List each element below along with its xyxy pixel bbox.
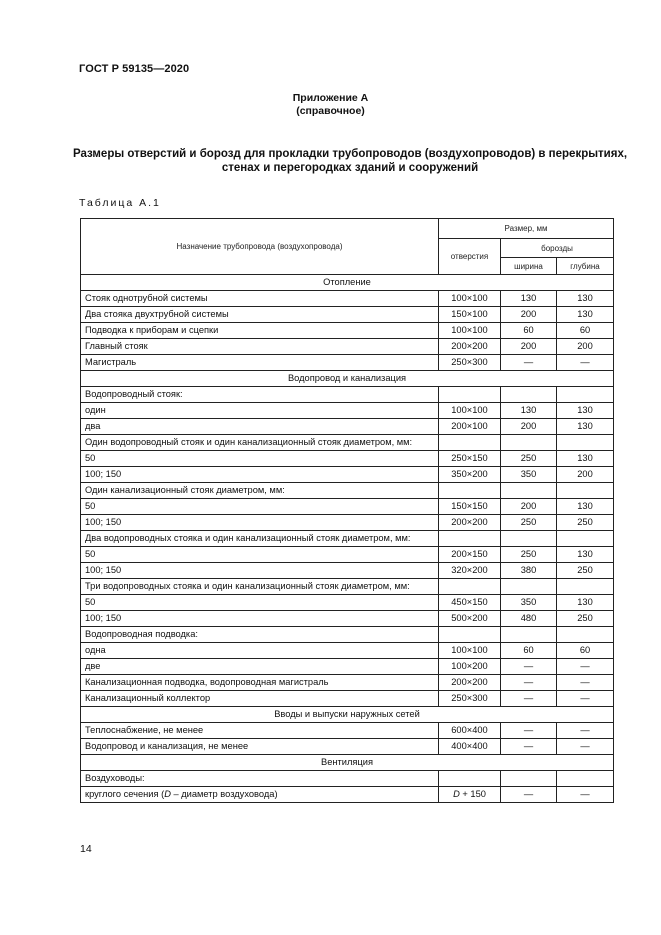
row-label: круглого сечения (D – диаметр воздуховода) <box>81 787 439 803</box>
groove-depth: — <box>557 739 614 755</box>
row-label: Два стояка двухтрубной системы <box>81 307 439 323</box>
table-row <box>81 691 614 707</box>
row-label: одна <box>81 643 439 659</box>
table-row <box>81 595 614 611</box>
table-row <box>81 787 614 803</box>
groove-width: — <box>501 739 557 755</box>
groove-depth: 60 <box>557 323 614 339</box>
groove-width: 250 <box>501 515 557 531</box>
section-title: Вентиляция <box>81 755 614 771</box>
groove-width: — <box>501 659 557 675</box>
groove-width: — <box>501 723 557 739</box>
row-label: две <box>81 659 439 675</box>
groove-width <box>501 579 557 595</box>
row-label: Подводка к приборам и сцепки <box>81 323 439 339</box>
groove-width: 250 <box>501 451 557 467</box>
header-purpose: Назначение трубопровода (воздухопровода) <box>81 219 439 275</box>
header-depth: глубина <box>557 258 614 275</box>
row-label: Водопровод и канализация, не менее <box>81 739 439 755</box>
groove-depth <box>557 387 614 403</box>
table-row <box>81 419 614 435</box>
groove-depth: — <box>557 659 614 675</box>
row-label: 50 <box>81 595 439 611</box>
table-row <box>81 563 614 579</box>
table-row <box>81 611 614 627</box>
hole-size: 500×200 <box>439 611 501 627</box>
table-row <box>81 291 614 307</box>
hole-size: 320×200 <box>439 563 501 579</box>
hole-size: 600×400 <box>439 723 501 739</box>
row-label: Канализационная подводка, водопроводная магистраль <box>81 675 439 691</box>
table-label: Таблица А.1 <box>79 197 161 209</box>
annex-subtitle: (справочное) <box>296 105 365 117</box>
groove-width: 250 <box>501 547 557 563</box>
table-row <box>81 547 614 563</box>
groove-depth <box>557 483 614 499</box>
row-label: один <box>81 403 439 419</box>
groove-width: 130 <box>501 291 557 307</box>
hole-size: 250×150 <box>439 451 501 467</box>
groove-depth: — <box>557 355 614 371</box>
row-label: Водопроводный стояк: <box>81 387 439 403</box>
groove-width: 350 <box>501 595 557 611</box>
row-label: Один канализационный стояк диаметром, мм: <box>81 483 439 499</box>
groove-depth: — <box>557 675 614 691</box>
table-row <box>81 739 614 755</box>
row-label: 100; 150 <box>81 611 439 627</box>
groove-depth: — <box>557 723 614 739</box>
hole-size: 200×100 <box>439 419 501 435</box>
header-grooves: борозды <box>501 239 614 258</box>
groove-depth: 250 <box>557 515 614 531</box>
groove-depth: 130 <box>557 451 614 467</box>
row-label: 50 <box>81 547 439 563</box>
section-title: Водопровод и канализация <box>81 371 614 387</box>
hole-size: 400×400 <box>439 739 501 755</box>
row-label: Воздуховоды: <box>81 771 439 787</box>
groove-width: 130 <box>501 403 557 419</box>
groove-depth: 130 <box>557 291 614 307</box>
hole-size: 200×200 <box>439 339 501 355</box>
groove-width: 60 <box>501 323 557 339</box>
groove-depth: 250 <box>557 611 614 627</box>
groove-depth <box>557 627 614 643</box>
row-label: 100; 150 <box>81 563 439 579</box>
annex-title: Приложение А <box>292 92 369 104</box>
hole-size: 100×100 <box>439 403 501 419</box>
table-row <box>81 499 614 515</box>
table-row <box>81 531 614 547</box>
section-row <box>81 275 614 291</box>
groove-width: 200 <box>501 419 557 435</box>
row-label: 50 <box>81 451 439 467</box>
groove-depth <box>557 531 614 547</box>
row-label: Стояк однотрубной системы <box>81 291 439 307</box>
hole-size: 250×300 <box>439 355 501 371</box>
groove-depth: — <box>557 691 614 707</box>
document-title: Размеры отверстий и борозд для прокладки трубопроводов (воздухопроводов) в перекрытиях, стенах и перегородках зданий и сооружений <box>72 148 628 174</box>
hole-size <box>439 627 501 643</box>
document-header: ГОСТ Р 59135—2020 <box>79 63 190 75</box>
row-label: Магистраль <box>81 355 439 371</box>
groove-depth: 250 <box>557 563 614 579</box>
hole-size <box>439 579 501 595</box>
groove-depth: 200 <box>557 339 614 355</box>
row-label: 100; 150 <box>81 515 439 531</box>
groove-depth: 130 <box>557 403 614 419</box>
table-body <box>81 275 614 803</box>
table-row <box>81 659 614 675</box>
page-number: 14 <box>80 843 92 855</box>
groove-width: 350 <box>501 467 557 483</box>
groove-depth <box>557 771 614 787</box>
section-row <box>81 755 614 771</box>
groove-width: 200 <box>501 307 557 323</box>
table-row <box>81 627 614 643</box>
row-label: 50 <box>81 499 439 515</box>
dimensions-table <box>80 218 614 803</box>
groove-width: — <box>501 787 557 803</box>
groove-width <box>501 435 557 451</box>
table-row <box>81 483 614 499</box>
groove-width: — <box>501 675 557 691</box>
groove-depth: 130 <box>557 307 614 323</box>
hole-size: 250×300 <box>439 691 501 707</box>
table-row <box>81 323 614 339</box>
table-row <box>81 515 614 531</box>
hole-size: 200×200 <box>439 675 501 691</box>
section-title: Отопление <box>81 275 614 291</box>
hole-size: 200×150 <box>439 547 501 563</box>
groove-depth <box>557 435 614 451</box>
table-row <box>81 403 614 419</box>
row-label: Водопроводная подводка: <box>81 627 439 643</box>
table-row <box>81 451 614 467</box>
groove-width: 60 <box>501 643 557 659</box>
groove-depth: 200 <box>557 467 614 483</box>
hole-size: 100×200 <box>439 659 501 675</box>
hole-size <box>439 771 501 787</box>
groove-depth: — <box>557 787 614 803</box>
header-width: ширина <box>501 258 557 275</box>
groove-width: 200 <box>501 339 557 355</box>
section-row <box>81 371 614 387</box>
hole-size <box>439 387 501 403</box>
hole-size: 150×150 <box>439 499 501 515</box>
header-size: Размер, мм <box>439 219 614 239</box>
groove-width: 380 <box>501 563 557 579</box>
hole-size <box>439 483 501 499</box>
groove-width <box>501 387 557 403</box>
table-row <box>81 339 614 355</box>
groove-width <box>501 483 557 499</box>
row-label: Теплоснабжение, не менее <box>81 723 439 739</box>
groove-depth: 60 <box>557 643 614 659</box>
groove-width <box>501 531 557 547</box>
table-row <box>81 467 614 483</box>
row-label: Два водопроводных стояка и один канализационный стояк диаметром, мм: <box>81 531 439 547</box>
table-row <box>81 579 614 595</box>
row-label: Один водопроводный стояк и один канализационный стояк диаметром, мм: <box>81 435 439 451</box>
hole-size: 150×100 <box>439 307 501 323</box>
table-row <box>81 723 614 739</box>
hole-size: 450×150 <box>439 595 501 611</box>
table-row <box>81 435 614 451</box>
table-row <box>81 355 614 371</box>
table-row <box>81 675 614 691</box>
hole-size: 100×100 <box>439 291 501 307</box>
hole-size: D + 150 <box>439 787 501 803</box>
groove-depth: 130 <box>557 499 614 515</box>
groove-width: 480 <box>501 611 557 627</box>
section-row <box>81 707 614 723</box>
table-row <box>81 387 614 403</box>
groove-width: — <box>501 691 557 707</box>
row-label: два <box>81 419 439 435</box>
row-label: Три водопроводных стояка и один канализационный стояк диаметром, мм: <box>81 579 439 595</box>
groove-width <box>501 627 557 643</box>
hole-size <box>439 435 501 451</box>
hole-size <box>439 531 501 547</box>
groove-width <box>501 771 557 787</box>
hole-size: 200×200 <box>439 515 501 531</box>
table-row <box>81 307 614 323</box>
groove-width: 200 <box>501 499 557 515</box>
row-label: Канализационный коллектор <box>81 691 439 707</box>
section-title: Вводы и выпуски наружных сетей <box>81 707 614 723</box>
groove-depth <box>557 579 614 595</box>
groove-depth: 130 <box>557 595 614 611</box>
groove-width: — <box>501 355 557 371</box>
header-hole: отверстия <box>439 239 501 275</box>
hole-size: 100×100 <box>439 643 501 659</box>
row-label: 100; 150 <box>81 467 439 483</box>
row-label: Главный стояк <box>81 339 439 355</box>
table-row <box>81 771 614 787</box>
hole-size: 350×200 <box>439 467 501 483</box>
hole-size: 100×100 <box>439 323 501 339</box>
groove-depth: 130 <box>557 547 614 563</box>
groove-depth: 130 <box>557 419 614 435</box>
table-row <box>81 643 614 659</box>
